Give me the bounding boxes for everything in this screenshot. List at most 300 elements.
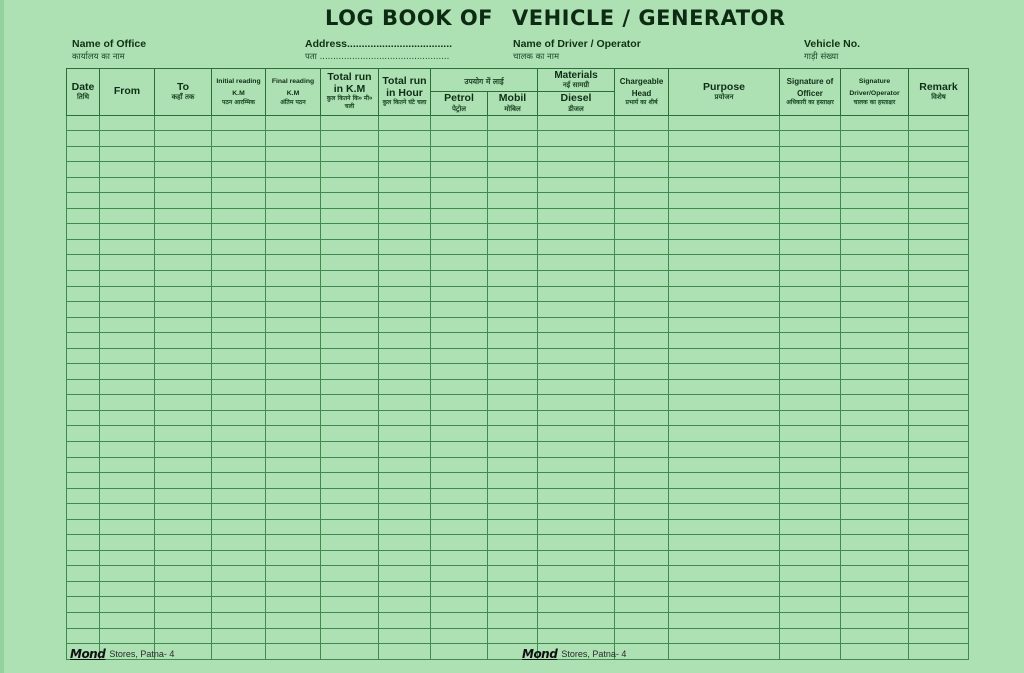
table-cell-diesel[interactable]: [538, 348, 615, 364]
table-cell-signature-driver[interactable]: [841, 395, 909, 411]
table-cell-signature-driver[interactable]: [841, 441, 909, 457]
table-cell-diesel[interactable]: [538, 286, 615, 302]
table-cell-total-run-km[interactable]: [321, 581, 379, 597]
table-cell-initial-reading[interactable]: [212, 255, 266, 271]
table-cell-from[interactable]: [100, 146, 155, 162]
table-cell-purpose[interactable]: [669, 457, 780, 473]
table-cell-chargeable-head[interactable]: [615, 519, 669, 535]
table-cell-date[interactable]: [67, 519, 100, 535]
table-cell-initial-reading[interactable]: [212, 302, 266, 318]
table-cell-remark[interactable]: [909, 535, 969, 551]
table-cell-total-run-hour[interactable]: [379, 131, 431, 147]
table-cell-mobil[interactable]: [488, 519, 538, 535]
table-cell-final-reading[interactable]: [266, 177, 321, 193]
table-cell-signature-driver[interactable]: [841, 286, 909, 302]
table-cell-signature-driver[interactable]: [841, 550, 909, 566]
table-row[interactable]: [67, 333, 969, 349]
table-cell-chargeable-head[interactable]: [615, 504, 669, 520]
table-row[interactable]: [67, 488, 969, 504]
table-cell-from[interactable]: [100, 488, 155, 504]
table-cell-chargeable-head[interactable]: [615, 364, 669, 380]
table-cell-date[interactable]: [67, 131, 100, 147]
table-cell-total-run-km[interactable]: [321, 146, 379, 162]
table-cell-initial-reading[interactable]: [212, 239, 266, 255]
table-cell-initial-reading[interactable]: [212, 597, 266, 613]
table-cell-chargeable-head[interactable]: [615, 535, 669, 551]
table-cell-signature-driver[interactable]: [841, 457, 909, 473]
table-cell-from[interactable]: [100, 550, 155, 566]
table-cell-final-reading[interactable]: [266, 566, 321, 582]
table-cell-signature-driver[interactable]: [841, 317, 909, 333]
table-cell-signature-driver[interactable]: [841, 410, 909, 426]
table-cell-total-run-km[interactable]: [321, 379, 379, 395]
table-cell-chargeable-head[interactable]: [615, 239, 669, 255]
table-row[interactable]: [67, 255, 969, 271]
table-cell-to[interactable]: [155, 613, 212, 629]
table-cell-purpose[interactable]: [669, 333, 780, 349]
table-cell-date[interactable]: [67, 379, 100, 395]
table-cell-date[interactable]: [67, 348, 100, 364]
table-cell-mobil[interactable]: [488, 317, 538, 333]
table-cell-initial-reading[interactable]: [212, 364, 266, 380]
table-cell-mobil[interactable]: [488, 239, 538, 255]
table-cell-initial-reading[interactable]: [212, 566, 266, 582]
table-cell-purpose[interactable]: [669, 286, 780, 302]
table-cell-diesel[interactable]: [538, 317, 615, 333]
table-cell-petrol[interactable]: [431, 566, 488, 582]
table-cell-signature-driver[interactable]: [841, 115, 909, 131]
table-cell-total-run-hour[interactable]: [379, 457, 431, 473]
table-cell-petrol[interactable]: [431, 473, 488, 489]
table-cell-initial-reading[interactable]: [212, 177, 266, 193]
table-cell-to[interactable]: [155, 550, 212, 566]
table-cell-total-run-km[interactable]: [321, 504, 379, 520]
table-cell-to[interactable]: [155, 302, 212, 318]
table-cell-to[interactable]: [155, 628, 212, 644]
table-cell-remark[interactable]: [909, 131, 969, 147]
table-cell-remark[interactable]: [909, 255, 969, 271]
table-cell-total-run-km[interactable]: [321, 208, 379, 224]
table-cell-signature-officer[interactable]: [780, 379, 841, 395]
table-cell-remark[interactable]: [909, 473, 969, 489]
table-cell-diesel[interactable]: [538, 504, 615, 520]
table-cell-to[interactable]: [155, 208, 212, 224]
table-cell-total-run-hour[interactable]: [379, 286, 431, 302]
table-row[interactable]: [67, 270, 969, 286]
table-cell-from[interactable]: [100, 270, 155, 286]
table-cell-remark[interactable]: [909, 410, 969, 426]
table-cell-petrol[interactable]: [431, 286, 488, 302]
table-cell-petrol[interactable]: [431, 504, 488, 520]
table-cell-purpose[interactable]: [669, 613, 780, 629]
table-cell-purpose[interactable]: [669, 644, 780, 660]
table-cell-remark[interactable]: [909, 146, 969, 162]
table-cell-date[interactable]: [67, 270, 100, 286]
table-cell-to[interactable]: [155, 535, 212, 551]
table-cell-mobil[interactable]: [488, 270, 538, 286]
table-cell-purpose[interactable]: [669, 410, 780, 426]
table-cell-mobil[interactable]: [488, 162, 538, 178]
table-cell-signature-officer[interactable]: [780, 146, 841, 162]
table-cell-diesel[interactable]: [538, 441, 615, 457]
table-cell-petrol[interactable]: [431, 348, 488, 364]
table-cell-purpose[interactable]: [669, 115, 780, 131]
table-cell-purpose[interactable]: [669, 131, 780, 147]
table-cell-final-reading[interactable]: [266, 613, 321, 629]
table-cell-petrol[interactable]: [431, 162, 488, 178]
table-cell-total-run-hour[interactable]: [379, 224, 431, 240]
table-cell-diesel[interactable]: [538, 488, 615, 504]
table-cell-from[interactable]: [100, 317, 155, 333]
table-row[interactable]: [67, 644, 969, 660]
table-cell-chargeable-head[interactable]: [615, 426, 669, 442]
table-cell-remark[interactable]: [909, 550, 969, 566]
table-cell-remark[interactable]: [909, 457, 969, 473]
table-cell-mobil[interactable]: [488, 628, 538, 644]
table-cell-initial-reading[interactable]: [212, 317, 266, 333]
table-cell-date[interactable]: [67, 613, 100, 629]
table-cell-total-run-km[interactable]: [321, 535, 379, 551]
table-cell-final-reading[interactable]: [266, 131, 321, 147]
table-cell-remark[interactable]: [909, 162, 969, 178]
table-cell-initial-reading[interactable]: [212, 504, 266, 520]
table-cell-mobil[interactable]: [488, 504, 538, 520]
table-cell-total-run-hour[interactable]: [379, 348, 431, 364]
table-cell-final-reading[interactable]: [266, 550, 321, 566]
table-cell-diesel[interactable]: [538, 566, 615, 582]
table-cell-total-run-hour[interactable]: [379, 379, 431, 395]
table-cell-total-run-hour[interactable]: [379, 473, 431, 489]
table-row[interactable]: [67, 504, 969, 520]
table-cell-date[interactable]: [67, 177, 100, 193]
table-cell-total-run-hour[interactable]: [379, 146, 431, 162]
table-cell-signature-officer[interactable]: [780, 286, 841, 302]
table-cell-total-run-km[interactable]: [321, 488, 379, 504]
table-cell-petrol[interactable]: [431, 488, 488, 504]
table-cell-petrol[interactable]: [431, 302, 488, 318]
table-cell-mobil[interactable]: [488, 302, 538, 318]
table-row[interactable]: [67, 286, 969, 302]
table-cell-date[interactable]: [67, 410, 100, 426]
table-cell-total-run-km[interactable]: [321, 115, 379, 131]
table-cell-signature-driver[interactable]: [841, 208, 909, 224]
table-cell-from[interactable]: [100, 348, 155, 364]
table-cell-from[interactable]: [100, 597, 155, 613]
table-cell-remark[interactable]: [909, 488, 969, 504]
table-cell-signature-officer[interactable]: [780, 581, 841, 597]
table-cell-date[interactable]: [67, 162, 100, 178]
table-cell-chargeable-head[interactable]: [615, 488, 669, 504]
table-cell-signature-officer[interactable]: [780, 270, 841, 286]
table-cell-chargeable-head[interactable]: [615, 550, 669, 566]
table-cell-purpose[interactable]: [669, 597, 780, 613]
table-cell-final-reading[interactable]: [266, 519, 321, 535]
table-row[interactable]: [67, 613, 969, 629]
table-cell-chargeable-head[interactable]: [615, 333, 669, 349]
table-cell-to[interactable]: [155, 597, 212, 613]
table-row[interactable]: [67, 208, 969, 224]
table-cell-signature-officer[interactable]: [780, 457, 841, 473]
table-row[interactable]: [67, 302, 969, 318]
table-cell-diesel[interactable]: [538, 255, 615, 271]
table-cell-final-reading[interactable]: [266, 302, 321, 318]
table-cell-signature-driver[interactable]: [841, 426, 909, 442]
table-cell-initial-reading[interactable]: [212, 286, 266, 302]
table-cell-final-reading[interactable]: [266, 286, 321, 302]
table-cell-petrol[interactable]: [431, 379, 488, 395]
table-cell-signature-officer[interactable]: [780, 208, 841, 224]
table-cell-purpose[interactable]: [669, 364, 780, 380]
table-cell-from[interactable]: [100, 333, 155, 349]
table-cell-to[interactable]: [155, 519, 212, 535]
table-cell-purpose[interactable]: [669, 302, 780, 318]
table-cell-chargeable-head[interactable]: [615, 613, 669, 629]
table-cell-purpose[interactable]: [669, 379, 780, 395]
table-cell-initial-reading[interactable]: [212, 115, 266, 131]
table-cell-total-run-hour[interactable]: [379, 581, 431, 597]
table-cell-purpose[interactable]: [669, 535, 780, 551]
table-cell-mobil[interactable]: [488, 566, 538, 582]
table-cell-petrol[interactable]: [431, 364, 488, 380]
table-cell-to[interactable]: [155, 255, 212, 271]
table-cell-remark[interactable]: [909, 177, 969, 193]
table-cell-remark[interactable]: [909, 208, 969, 224]
table-cell-from[interactable]: [100, 286, 155, 302]
table-cell-total-run-km[interactable]: [321, 333, 379, 349]
table-cell-petrol[interactable]: [431, 644, 488, 660]
table-cell-purpose[interactable]: [669, 473, 780, 489]
table-cell-chargeable-head[interactable]: [615, 286, 669, 302]
table-cell-remark[interactable]: [909, 239, 969, 255]
table-cell-to[interactable]: [155, 162, 212, 178]
table-cell-total-run-km[interactable]: [321, 644, 379, 660]
table-cell-petrol[interactable]: [431, 270, 488, 286]
table-cell-remark[interactable]: [909, 333, 969, 349]
table-cell-mobil[interactable]: [488, 597, 538, 613]
table-cell-chargeable-head[interactable]: [615, 177, 669, 193]
table-cell-initial-reading[interactable]: [212, 644, 266, 660]
table-cell-signature-driver[interactable]: [841, 162, 909, 178]
table-cell-date[interactable]: [67, 441, 100, 457]
table-row[interactable]: [67, 441, 969, 457]
table-cell-from[interactable]: [100, 208, 155, 224]
table-cell-total-run-hour[interactable]: [379, 333, 431, 349]
table-cell-chargeable-head[interactable]: [615, 395, 669, 411]
table-cell-petrol[interactable]: [431, 441, 488, 457]
table-cell-signature-officer[interactable]: [780, 224, 841, 240]
table-cell-chargeable-head[interactable]: [615, 162, 669, 178]
table-cell-diesel[interactable]: [538, 270, 615, 286]
table-cell-total-run-hour[interactable]: [379, 317, 431, 333]
table-cell-signature-officer[interactable]: [780, 162, 841, 178]
table-cell-from[interactable]: [100, 255, 155, 271]
table-cell-mobil[interactable]: [488, 395, 538, 411]
table-cell-date[interactable]: [67, 597, 100, 613]
table-cell-mobil[interactable]: [488, 255, 538, 271]
table-row[interactable]: [67, 535, 969, 551]
table-cell-total-run-hour[interactable]: [379, 504, 431, 520]
table-cell-initial-reading[interactable]: [212, 613, 266, 629]
table-cell-total-run-km[interactable]: [321, 317, 379, 333]
table-cell-remark[interactable]: [909, 317, 969, 333]
table-cell-diesel[interactable]: [538, 333, 615, 349]
table-cell-signature-driver[interactable]: [841, 270, 909, 286]
table-cell-petrol[interactable]: [431, 519, 488, 535]
table-row[interactable]: [67, 597, 969, 613]
table-row[interactable]: [67, 193, 969, 209]
table-cell-signature-driver[interactable]: [841, 364, 909, 380]
table-cell-diesel[interactable]: [538, 410, 615, 426]
table-cell-to[interactable]: [155, 426, 212, 442]
table-cell-date[interactable]: [67, 488, 100, 504]
table-cell-from[interactable]: [100, 193, 155, 209]
table-cell-total-run-km[interactable]: [321, 457, 379, 473]
table-row[interactable]: [67, 581, 969, 597]
table-cell-mobil[interactable]: [488, 131, 538, 147]
table-row[interactable]: [67, 364, 969, 380]
table-cell-signature-officer[interactable]: [780, 239, 841, 255]
table-cell-purpose[interactable]: [669, 317, 780, 333]
table-cell-signature-officer[interactable]: [780, 566, 841, 582]
table-cell-signature-officer[interactable]: [780, 255, 841, 271]
table-cell-chargeable-head[interactable]: [615, 131, 669, 147]
table-cell-signature-driver[interactable]: [841, 488, 909, 504]
table-row[interactable]: [67, 379, 969, 395]
table-cell-diesel[interactable]: [538, 550, 615, 566]
table-cell-final-reading[interactable]: [266, 504, 321, 520]
table-cell-from[interactable]: [100, 162, 155, 178]
table-cell-diesel[interactable]: [538, 457, 615, 473]
table-cell-final-reading[interactable]: [266, 581, 321, 597]
table-cell-petrol[interactable]: [431, 239, 488, 255]
table-cell-diesel[interactable]: [538, 146, 615, 162]
table-cell-signature-officer[interactable]: [780, 177, 841, 193]
table-cell-from[interactable]: [100, 628, 155, 644]
table-cell-signature-officer[interactable]: [780, 644, 841, 660]
table-cell-signature-officer[interactable]: [780, 504, 841, 520]
table-cell-remark[interactable]: [909, 395, 969, 411]
table-cell-final-reading[interactable]: [266, 348, 321, 364]
table-cell-diesel[interactable]: [538, 628, 615, 644]
table-cell-from[interactable]: [100, 239, 155, 255]
table-cell-purpose[interactable]: [669, 177, 780, 193]
table-cell-petrol[interactable]: [431, 115, 488, 131]
table-cell-total-run-km[interactable]: [321, 364, 379, 380]
table-cell-total-run-hour[interactable]: [379, 208, 431, 224]
table-cell-chargeable-head[interactable]: [615, 597, 669, 613]
table-cell-final-reading[interactable]: [266, 115, 321, 131]
table-cell-mobil[interactable]: [488, 193, 538, 209]
table-row[interactable]: [67, 224, 969, 240]
table-cell-remark[interactable]: [909, 364, 969, 380]
table-cell-to[interactable]: [155, 239, 212, 255]
table-cell-total-run-hour[interactable]: [379, 613, 431, 629]
table-cell-remark[interactable]: [909, 628, 969, 644]
table-cell-final-reading[interactable]: [266, 441, 321, 457]
table-cell-from[interactable]: [100, 395, 155, 411]
table-cell-mobil[interactable]: [488, 379, 538, 395]
table-cell-total-run-km[interactable]: [321, 628, 379, 644]
table-cell-diesel[interactable]: [538, 239, 615, 255]
table-cell-date[interactable]: [67, 426, 100, 442]
table-row[interactable]: [67, 550, 969, 566]
table-cell-from[interactable]: [100, 379, 155, 395]
table-cell-from[interactable]: [100, 566, 155, 582]
table-cell-initial-reading[interactable]: [212, 208, 266, 224]
table-cell-date[interactable]: [67, 473, 100, 489]
table-cell-remark[interactable]: [909, 566, 969, 582]
table-cell-final-reading[interactable]: [266, 535, 321, 551]
table-cell-date[interactable]: [67, 566, 100, 582]
table-cell-date[interactable]: [67, 364, 100, 380]
table-cell-date[interactable]: [67, 115, 100, 131]
table-cell-mobil[interactable]: [488, 146, 538, 162]
table-cell-to[interactable]: [155, 333, 212, 349]
table-cell-signature-officer[interactable]: [780, 426, 841, 442]
table-cell-chargeable-head[interactable]: [615, 441, 669, 457]
table-cell-signature-officer[interactable]: [780, 364, 841, 380]
table-cell-from[interactable]: [100, 302, 155, 318]
table-cell-initial-reading[interactable]: [212, 426, 266, 442]
table-cell-from[interactable]: [100, 441, 155, 457]
table-cell-remark[interactable]: [909, 644, 969, 660]
table-cell-to[interactable]: [155, 224, 212, 240]
table-cell-to[interactable]: [155, 270, 212, 286]
table-cell-remark[interactable]: [909, 379, 969, 395]
table-cell-petrol[interactable]: [431, 333, 488, 349]
field-address-dotted-line-hi[interactable]: ................................................: [319, 52, 450, 62]
table-cell-date[interactable]: [67, 333, 100, 349]
table-cell-total-run-hour[interactable]: [379, 644, 431, 660]
table-cell-diesel[interactable]: [538, 581, 615, 597]
table-cell-date[interactable]: [67, 395, 100, 411]
table-cell-total-run-hour[interactable]: [379, 270, 431, 286]
table-cell-final-reading[interactable]: [266, 410, 321, 426]
table-cell-mobil[interactable]: [488, 410, 538, 426]
table-cell-total-run-hour[interactable]: [379, 255, 431, 271]
table-cell-diesel[interactable]: [538, 519, 615, 535]
table-cell-signature-driver[interactable]: [841, 581, 909, 597]
table-cell-chargeable-head[interactable]: [615, 379, 669, 395]
table-cell-total-run-hour[interactable]: [379, 302, 431, 318]
table-cell-to[interactable]: [155, 348, 212, 364]
table-cell-total-run-hour[interactable]: [379, 566, 431, 582]
table-cell-signature-driver[interactable]: [841, 131, 909, 147]
table-cell-remark[interactable]: [909, 441, 969, 457]
table-cell-to[interactable]: [155, 131, 212, 147]
table-cell-total-run-hour[interactable]: [379, 628, 431, 644]
table-cell-remark[interactable]: [909, 348, 969, 364]
table-cell-purpose[interactable]: [669, 566, 780, 582]
table-cell-chargeable-head[interactable]: [615, 224, 669, 240]
table-cell-signature-officer[interactable]: [780, 131, 841, 147]
table-cell-total-run-hour[interactable]: [379, 597, 431, 613]
table-cell-initial-reading[interactable]: [212, 519, 266, 535]
table-cell-final-reading[interactable]: [266, 193, 321, 209]
table-cell-signature-officer[interactable]: [780, 115, 841, 131]
table-cell-signature-driver[interactable]: [841, 535, 909, 551]
table-cell-to[interactable]: [155, 441, 212, 457]
table-cell-petrol[interactable]: [431, 395, 488, 411]
table-cell-final-reading[interactable]: [266, 379, 321, 395]
table-cell-purpose[interactable]: [669, 441, 780, 457]
table-cell-signature-driver[interactable]: [841, 302, 909, 318]
table-cell-remark[interactable]: [909, 286, 969, 302]
table-row[interactable]: [67, 473, 969, 489]
table-row[interactable]: [67, 457, 969, 473]
table-cell-chargeable-head[interactable]: [615, 457, 669, 473]
table-cell-remark[interactable]: [909, 426, 969, 442]
